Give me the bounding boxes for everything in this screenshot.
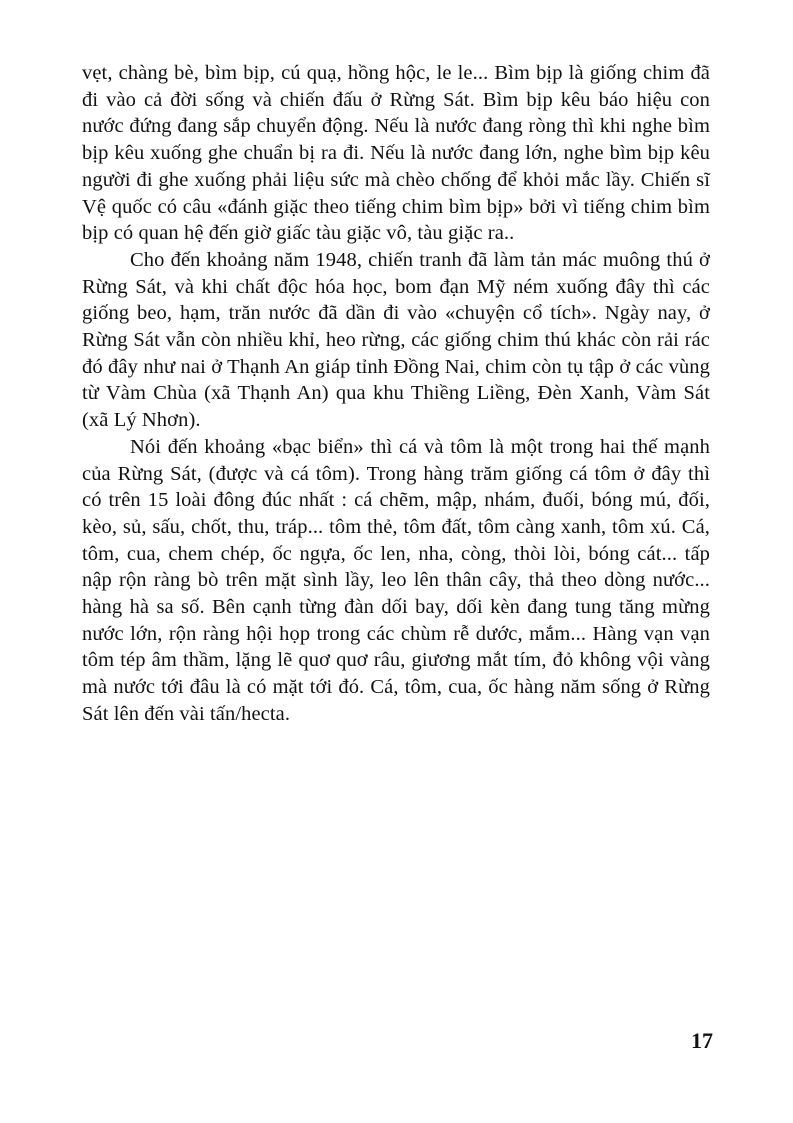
paragraph-fish-shrimp: Nói đến khoảng «bạc biển» thì cá và tôm là một trong hai thế mạnh của Rừng Sát, (được và cá tôm). Trong hàng trăm giống cá tôm ở đây thì có trên 15 loài đông đúc nhất : cá chẽm, mập, nhám, đuối, bóng mú, đối, kèo, sủ, sấu, chốt, thu, tráp... tôm thẻ, tôm đất, tôm càng xanh, tôm xú. Cá, tôm, cua, chem chép, ốc ngựa, ốc len, nha, còng, thòi lòi, bóng cát... tấp nập rộn ràng bò trên mặt sình lầy, leo lên thân cây, thả theo dòng nước... hàng hà sa số. Bên cạnh từng đàn dối bay, dối kèn đang tung tăng mừng nước lớn, rộn ràng hội họp trong các chùm rễ dước, mắm... Hàng vạn vạn tôm tép âm thầm, lặng lẽ quơ quơ râu, giương mắt tím, đỏ không vội vàng mà nước tới đâu là có mặt tới đó. Cá, tôm, cua, ốc hàng năm sống ở Rừng Sát lên đến vài tấn/hecta.: [82, 435, 710, 725]
paragraph-war-wildlife: Cho đến khoảng năm 1948, chiến tranh đã làm tản mác muông thú ở Rừng Sát, và khi chất độc hóa học, bom đạn Mỹ ném xuống đây thì các giống beo, hạm, trăn nước đã dần đi vào «chuyện cổ tích». Ngày nay, ở Rừng Sát vẫn còn nhiều khỉ, heo rừng, các giống chim thú khác còn rải rác đó đây như nai ở Thạnh An giáp tỉnh Đồng Nai, chim còn tụ tập ở các vùng từ Vàm Chùa (xã Thạnh An) qua khu Thiềng Liềng, Đèn Xanh, Vàm Sát (xã Lý Nhơn).: [82, 248, 710, 432]
page-number: 17: [691, 1028, 713, 1053]
paragraph-continuation: vẹt, chàng bè, bìm bịp, cú quạ, hồng hộc, le le... Bìm bịp là giống chim đã đi vào cả đời sống và chiến đấu ở Rừng Sát. Bìm bịp kêu báo hiệu con nước đứng đang sắp chuyển động. Nếu là nước đang ròng thì khi nghe bìm bịp kêu xuống ghe chuẩn bị ra đi. Nếu là nước đang lớn, nghe bìm bịp kêu người đi ghe xuống phải liệu sức mà chèo chống để khỏi mắc lầy. Chiến sĩ Vệ quốc có câu «đánh giặc theo tiếng chim bìm bịp» bởi vì tiếng chim bìm bịp có quan hệ đến giờ giấc tàu giặc vô, tàu giặc ra..: [82, 62, 710, 245]
body-text: [82, 60, 710, 728]
